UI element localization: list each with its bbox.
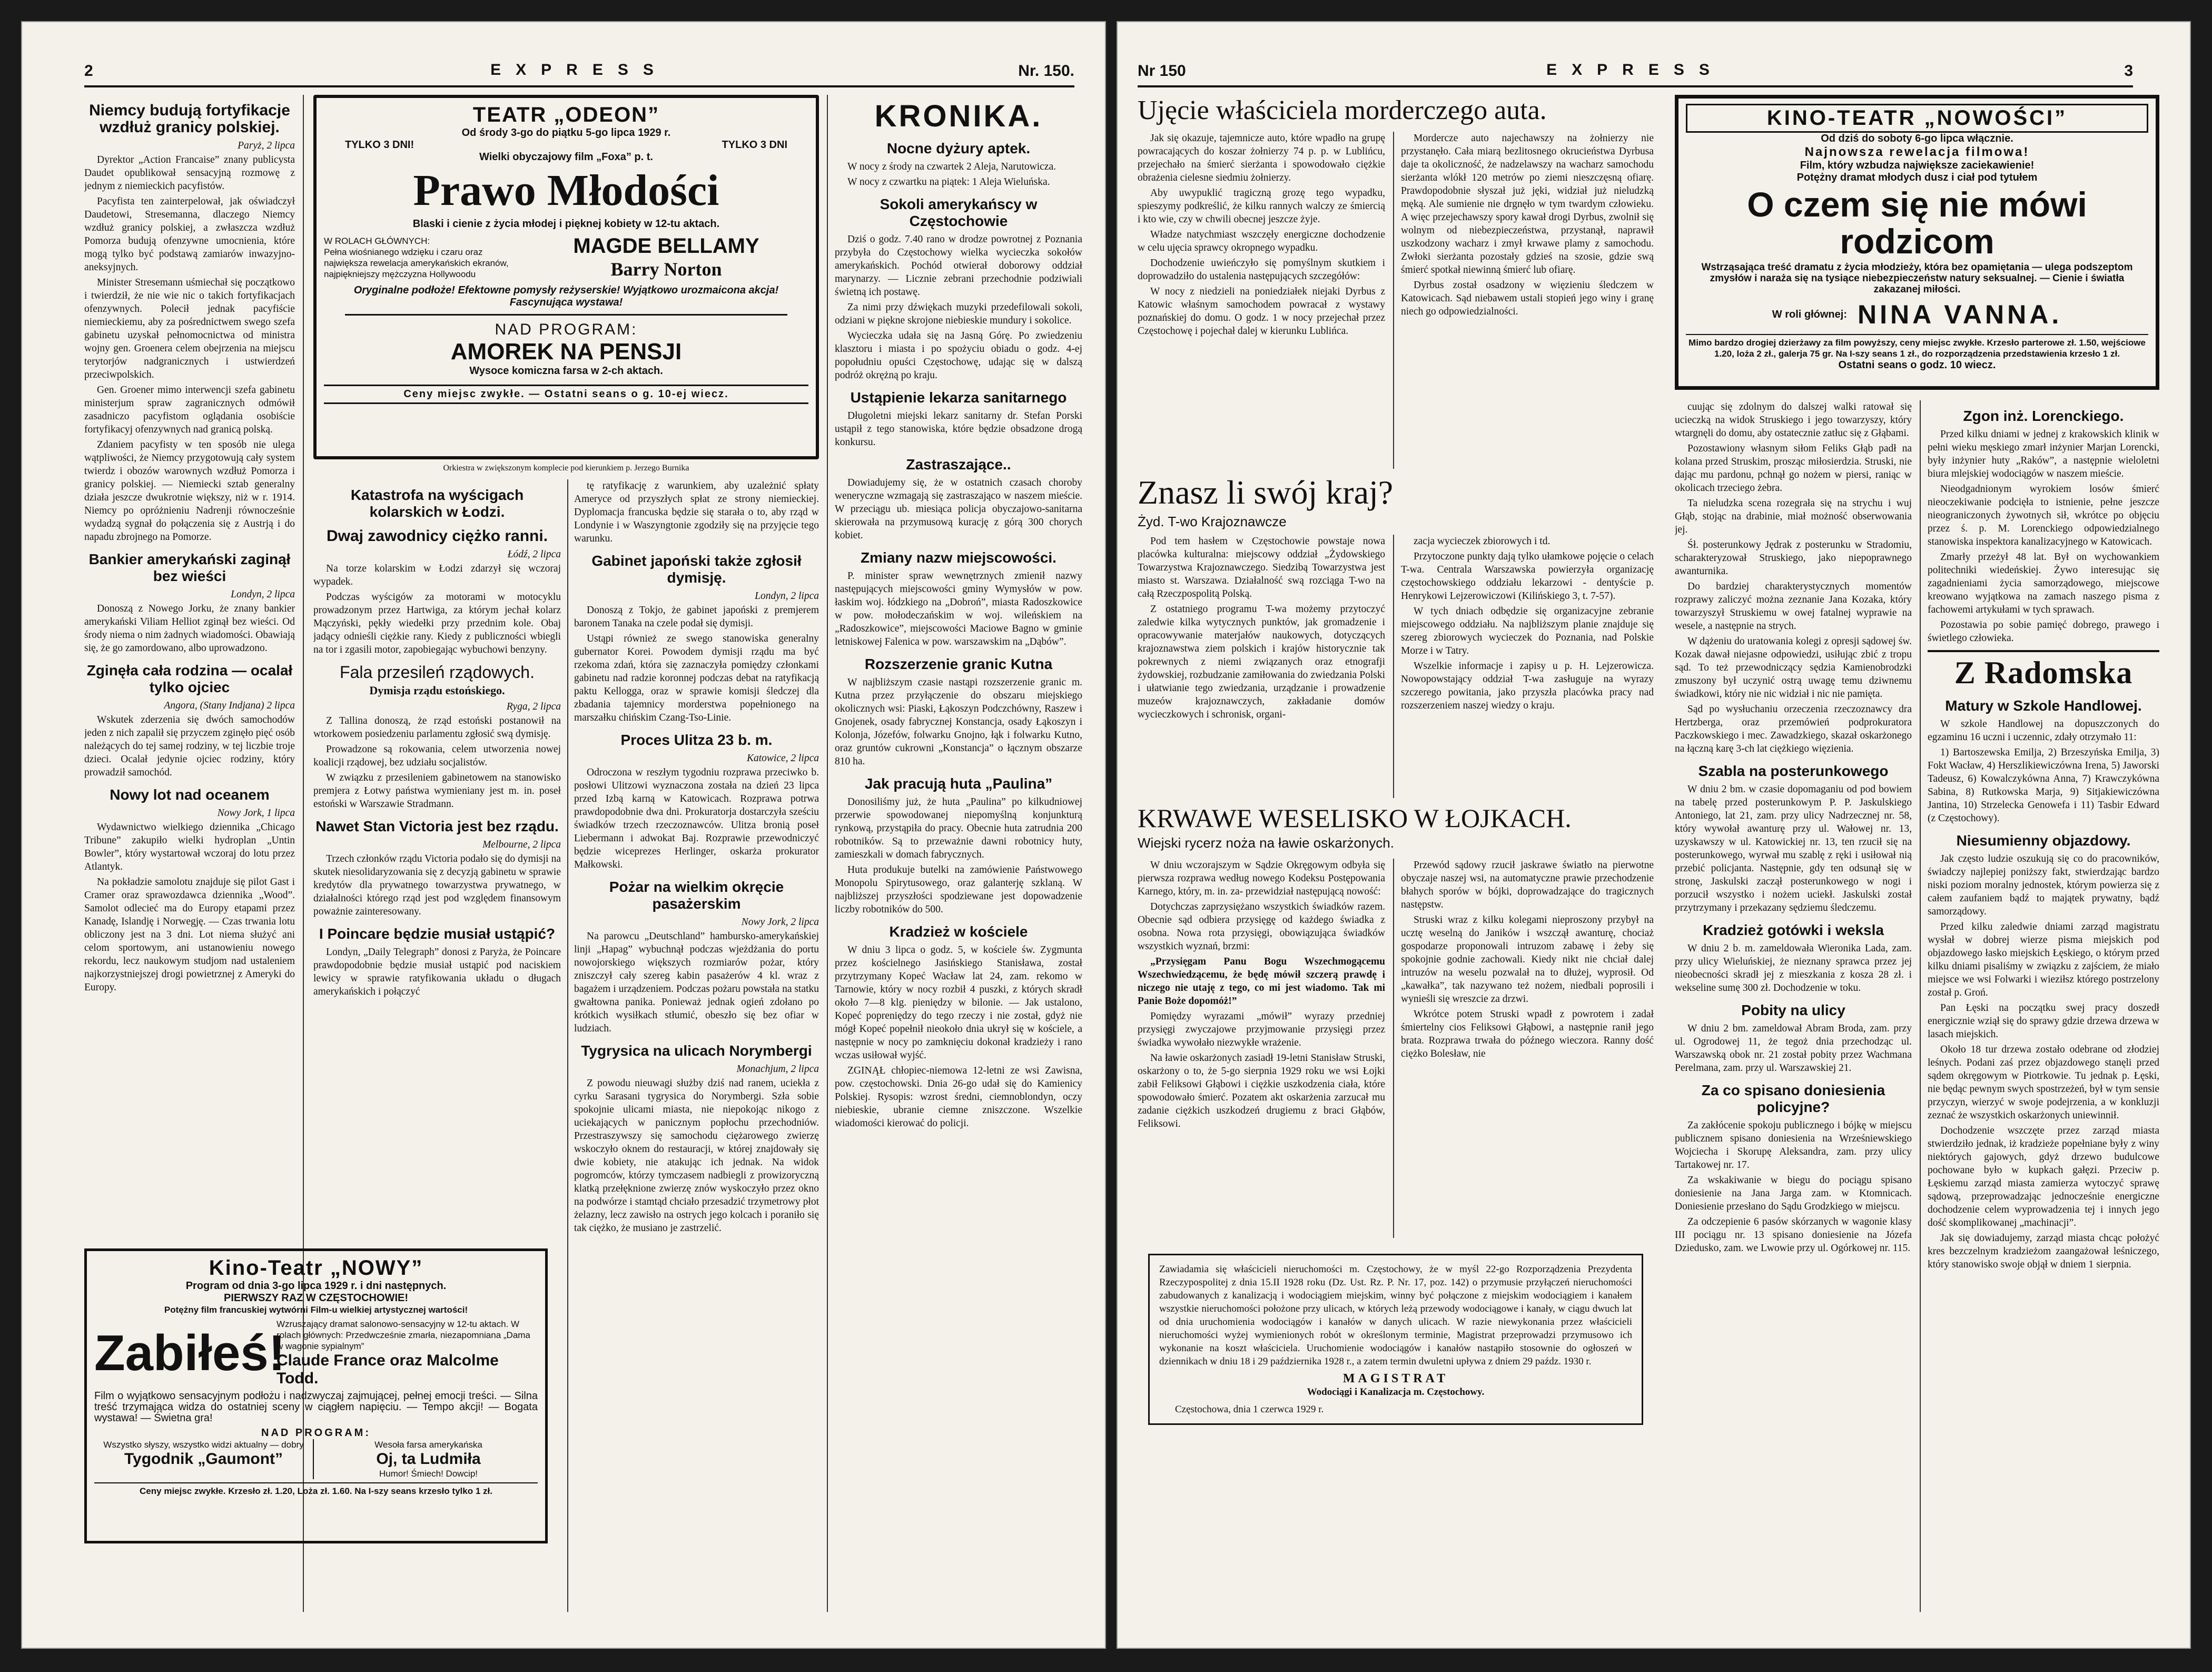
- headline: Pożar na wielkim okręcie pasażerskim: [609, 879, 784, 912]
- column-1: [1138, 132, 1385, 469]
- paragraph: Pacyfista ten zainterpelował, jak oświadczył Daudetowi, Stresemanna, dlaczego Niemcy wzdłuż granicy polskiej, a zwłaszcza wzdłuż Pomorza budują ofenzywne umocnienia, które mogą tylko być podstawą zamiarów inwazyjno-aneksyjnych.: [84, 196, 295, 273]
- column-1c: [1138, 859, 1385, 1238]
- paragraph: P. minister spraw wewnętrznych zmienił nazwy następujących miejscowości gminy Wymysłów w pow. łaskim woj. łódzkiego na „Dobroń”, miasta Radoszkowice w pow. mołodeczańskim w woj. wileńskiem na „Radoszkowice”, miejscowości Maciowe Bagno w gminie letniskowej Falenica w pow. warszawskim na „Dąbów”.: [835, 571, 1082, 647]
- nowy-extra-1-title: Tygodnik „Gaumont”: [124, 1450, 283, 1468]
- column-2c: [1401, 859, 1654, 1238]
- subheadline: Żyd. T-wo Krajoznawcze: [1138, 514, 1287, 529]
- nowy-nad: NAD PROGRAM:: [261, 1427, 371, 1439]
- paragraph: Donoszą z Nowego Jorku, że znany bankier amerykański Viliam Helliot zginął bez wieści. Od środy niema o nim żadnych wiadomości. Obawiają się, że go zamordowano, albo uprowadzono.: [84, 603, 295, 654]
- odeon-frame: [313, 95, 819, 459]
- nowosci-film-title: O czem się nie mówi rodzicom: [1747, 185, 2087, 261]
- nowy-sub: Potężny film francuskiej wytwórni Film-u wielkiej artystycznej wartości!: [164, 1305, 468, 1315]
- paragraph: Sąd po wysłuchaniu orzeczenia rzeczoznawcy dra Hertzberga, oraz przemówień podprokuratora Paczkowskiego i mec. Zawadzkiego, skazał oskarżonego na łączną karę 3-ch lat ciężkiego więzienia.: [1675, 704, 1912, 754]
- issue-number: Nr 150: [1138, 62, 1186, 80]
- column-3: [574, 479, 819, 1612]
- nowy-program: Program od dnia 3-go lipca 1929 r. i dni następnych.: [185, 1280, 447, 1292]
- nowosci-rew: Najnowsza rewelacja filmowa!: [1804, 145, 2030, 159]
- odeon-desc: Pełna wiośnianego wdzięku i czaru oraz największa rewelacja amerykańskich ekranów, najpiękniejszy mężczyzna Hollywoodu: [324, 247, 509, 279]
- paragraph: Dowiadujemy się, że w ostatnich czasach choroby weneryczne wzmagają się zastraszająco w naszem mieście. W przeciągu ub. miesiąca policja obyczajowo-sanitarna skierowała na przymusową kurację z górą 300 chorych kobiet.: [835, 477, 1082, 541]
- headline: Katastrofa na wyścigach kolarskich w Łodzi.: [350, 487, 524, 520]
- paragraph: Przed kilku zaledwie dniami zarząd magistratu wysłał w dobrej wierze pisma miejskich pod objazdowego łasko miejskich Łęskiego, o którym przed kilku dniami pisaliśmy w związku z zajściem, że miało miejsce we wsi Folwarki i wieziłsz którego postrzelony został p. Groń.: [1928, 921, 2159, 998]
- paragraph: Pod tem hasłem w Częstochowie powstaje nowa placówka kulturalna: miejscowy oddział „Żydowskiego Towarzystwa Krajoznawczego. Siedzibą Towarzystwa jest miasto st. Warszawa. Działalność swą rozciąga T-wo na całą Rzeczpospolitą Polską.: [1138, 536, 1385, 599]
- paragraph: Z Tallina donoszą, że rząd estoński postanowił na wtorkowem posiedzeniu parlamentu zgłosić swą dymisję.: [313, 715, 561, 740]
- nowy-ad: [84, 1248, 548, 1543]
- nowosci-prices: Mimo bardzo drogiej dzierżawy za film powyższy, ceny miejsc zwykłe. Krzesło parterowe zł. 1.50, wejściowe 1.20, loża 2 zł., galerja 75 gr. Na I-szy seans 1 zł., do rozporządzenia przedstawienia krzesło 1 zł.: [1686, 334, 2148, 359]
- paragraph: W nocy z środy na czwartek 2 Aleja, Narutowicza.: [847, 161, 1056, 172]
- nowosci-desc: Wstrząsająca treść dramatu z życia młodzieży, która bez opamiętania — ulega podszeptom zmysłów i naraża się na tysiące niebezpieczeństw natury seksualnej. — Cienie i światła zakazanej miłości.: [1701, 262, 2133, 295]
- section-radomska: Z Radomska: [1928, 650, 2159, 690]
- nowy-details: [276, 1319, 538, 1388]
- headline-wesele: KRWAWE WESELISKO W ŁOJKACH.: [1138, 803, 1572, 833]
- headline: Bankier amerykański zaginął bez wieści: [88, 551, 291, 584]
- paragraph: Trzech członków rządu Victoria podało się do dymisji na skutek niesolidaryzowania się z decyzją gabinetu w sprawie kredytów dla prywatnego towarzystwa prywatnego, w działalności którego rząd jest pod względem finansowym poważnie zainteresowany.: [313, 853, 561, 917]
- odeon-film: Wielki obyczajowy film „Foxa” p. t.: [479, 151, 653, 163]
- left-page: [21, 21, 1106, 1649]
- dateline: Katowice, 2 lipca: [746, 753, 819, 764]
- paragraph: Struski wraz z kilku kolegami nieproszony przybył na ucztę weselną do Janików i wszczął awanturę, chociaż gospodarze proponowali intruzom zabawę i żeby się spokojnie godnie zachowali. Kiedy nikt nie chciał dalej intruzów na weselu pozwalał na to dłużej, wyprosił. Od „kawałka”, tak nazywano też nożem, niedbali poprosili i wynieśli się wreszcie za drzwi.: [1401, 914, 1654, 1005]
- headline: Gabinet japoński także zgłosił dymisję.: [591, 553, 802, 586]
- odeon-cast: [324, 234, 808, 280]
- paragraph: Za odczepienie 6 pasów skórzanych w wagonie klasy III pociągu nr. 13 spisano doniesienie na Józefa Dziedusko, zam. we Lwowie przy ul. Ogórkowej nr. 115.: [1675, 1216, 1912, 1254]
- nowy-prices: Ceny miejsc zwykłe. Krzesło zł. 1.20, Loża zł. 1.60. Na I-szy seans krzesło tylko 1 zł.: [94, 1482, 538, 1497]
- paragraph: Gen. Groener mimo interwencji szefa gabinetu ministerjum spraw zagranicznych odmówił zasadniczo pacyfistom oglądania osobiście fortyfikacyj ofenzywnych nad granicą polską.: [84, 385, 295, 435]
- notice-sign: MAGISTRAT: [1342, 1372, 1449, 1385]
- headline: Zgon inż. Lorenckiego.: [1963, 408, 2124, 424]
- headline: Dwaj zawodnicy ciężko ranni.: [326, 527, 548, 545]
- column-2b: [1401, 535, 1654, 798]
- notice-body: Zawiadamia się właścicieli nieruchomości m. Częstochowy, że w myśl 22-go Rozporządzenia Prezydenta Rzeczypospolitej z dnia 15.II 1928 roku (Dz. Ust. Rz. P. Nr. 17, poz. 142) o przymusie przyłączeń nieruchomości zabudowanych z kanalizacją i wodociągiem miejskim, winny być połączone z miejskim wodociągiem i kanałem wszystkie nieruchomości położone przy ulicach, w których leżą przewody wodociągowe i kanały, w ciągu dwuch lat od dnia uruchomienia wodociągów i kanałów w danych ulicach. W razie niewykonania przez właścicieli nieruchomości wyżej wymienionych robót w określonym terminie, Magistrat przeprowadzi przymusowo ich wykonanie na koszt właściciela. Uruchomienie wodociągów i kanałów nastąpiło stosownie do ogłoszeń w dziennikach w dniu 18 i 29 października 1928 r., a zatem termin dwuletni upływa z dniem 29 paźdz. 1930 r.: [1159, 1264, 1632, 1367]
- paragraph: Za wskakiwanie w biegu do pociągu spisano doniesienie na Jana Jarga zam. w Ktomnicach. Doniesienie przesłano do Sądu Grodzkiego w miejscu.: [1675, 1175, 1912, 1212]
- paragraph: Prowadzone są rokowania, celem utworzenia nowej koalicji rządowej, bez udziału socjalistów.: [313, 744, 561, 768]
- odeon-features: Oryginalne podłoże! Efektowne pomysły reżyserskie! Wyjątkowo urozmaicona akcja! Fascynująca wystawa!: [353, 284, 779, 308]
- paragraph: Długoletni miejski lekarz sanitarny dr. Stefan Porski ustąpił z tego stanowiska, które będzie obsadzone drogą konkursu.: [835, 410, 1082, 448]
- dateline: Nowy Jork, 2 lipca: [741, 917, 819, 928]
- paragraph: Na ławie oskarżonych zasiadł 19-letni Stanisław Struski, oskarżony o to, że 5-go sierpnia 1929 roku we wsi Łojki zabił Feliksowi Głąbowi i ciężkie uszkodzenia ciała, które spowodowało śmierć. Pozatem akt oskarżenia zarzucał mu zadanie ciężkich uszkodzeń drugiemu z braci Głąbów, Feliksowi.: [1138, 1053, 1385, 1129]
- headline: Szabla na posterunkowego: [1698, 763, 1889, 779]
- nowosci-star: NINA VANNA.: [1858, 300, 2062, 329]
- paragraph: W dniu 2 bm. zameldował Abram Broda, zam. przy ul. Ogrodowej 11, że tegoż dnia przechodząc ul. Warszawską obok nr. 21 został pobity przez Wachmana Perelmana, zam. przy ul. Warszawskiej 21.: [1675, 1023, 1912, 1074]
- paragraph: W najbliższym czasie nastąpi rozszerzenie granic m. Kutna przez przyłączenie do obszaru miejskiego okolicznych wsi: Piaski, Łąkoszyn Podczchówny, Raszew i Gnojenek, osady fabrycznej Konstancja, osady Łąkoszyn i Kolonja, Józefów, folwarku Gnojno, łąk i folwarku Kutno, oraz gruntów cukrowni „Konstancja” o łącznym obszarze 810 ha.: [835, 677, 1082, 767]
- dateline: Nowy Jork, 1 lipca: [217, 808, 295, 819]
- paragraph: W dniu 2 bm. w czasie dopomaganiu od pod bowiem na tabelę przed posterunkowym P. P. Jaskulskiego Antoniego, lat 21, zam. przy ulicy Nadrzecznej nr. 58, który wywołał awanturę przy ul. Wałowej nr. 13, uzyskawszy w ul. Katowickiej nr. 13, ten rzucił się na posterunkowego, wyrwał mu szablę z ręki i usiłował nią przebić policjanta. Następnie, gdy ten odsunął się w stronę, Jaskulski zaczął posterunkowego w nogi i porzucił wszystko i nożem uciekł. Jaskulski został przytrzymany i przekazany sędziemu śledczemu.: [1675, 784, 1912, 913]
- headline: Niemcy budują fortyfikacje wzdłuż granicy polskiej.: [89, 102, 290, 136]
- paragraph: Wydawnictwo wielkiego dziennika „Chicago Tribune” zakupiło wielki hydroplan „Untin Bowler”, który wystartował wczoraj do lotu przez Atlantyk.: [84, 822, 295, 872]
- notice-sign-dept: Wodociągi i Kanalizacja m. Częstochowy.: [1307, 1386, 1485, 1398]
- paragraph: Jak się okazuje, tajemnicze auto, które wpadło na grupę powracających do koszar żołnierzy 74 p. p. w Lublińcu, przejechało na śmierć sierżanta i spowodowało ciężkie obrażenia cielesne siedmiu żołnierzy.: [1138, 133, 1385, 183]
- paragraph: Zdaniem pacyfisty w ten sposób nie ulega wątpliwości, że Niemcy przygotowują cały system twierdz i obozów warownych wzdłuż Pomorza i granicy polskiej. — Niemiecki sztab generalny działa jeszcze dwukrotnie większy, niż w r. 1914. Niemcy po opróżnieniu Nadrenji równocześnie wydadzą sygnał do połączenia się z Austrją i do napadu zbrojnego na Pomorze.: [84, 439, 295, 543]
- kronika-column: [835, 95, 1082, 1612]
- paragraph: Minister Stresemann uśmiechał się początkowo i twierdził, że nie wie nic o takich fortyfikacjach ofenzywnych. Polecił jednak pacyfiście niemieckiemu, aby za pośrednictwem swego szefa gabinetu uzyskał pełnomocnictwa od ministra wojny gen. Groenera celem obejrzenia na miejscu terytorjów nadgranicznych i ustwierdzeń przeciwpolskich.: [84, 277, 295, 380]
- nowy-extra-2-title: Oj, ta Ludmiła: [376, 1450, 481, 1468]
- nowy-extra-2-desc: Wesoła farsa amerykańska: [374, 1440, 482, 1450]
- paragraph: Ustąpi również ze swego stanowiska generalny gubernator Korei. Powodem dymisji rządu ma być rzekoma zdań, która się zaznaczyła pomiędzy członkami gabinetu nad radzie koronnej podczas debat na ratyfikacją paktu Kellogga, oraz w sprawie komisji śledczej dla zbadania tajemnicy morderstwa popełnionego na marszałku chińskim Czang-Tso-Linie.: [574, 633, 819, 723]
- headline: Za co spisano doniesienia policyjne?: [1701, 1082, 1885, 1115]
- odeon-bonus: AMOREK NA PENSJI: [450, 339, 682, 365]
- headline: Kradzież gotówki i weksla: [1703, 922, 1884, 938]
- paragraph: W dążeniu do uratowania kolegi z opresji sądowej św. Kozak dawał niejasne odpowiedzi, usiłując zbić z tropu sąd. To też przewodniczący sędzia Kamienobrodzki zmuszony był uczynić ostrą uwagę temu dziwnemu świadkowi, który nie nic widział i nic nie pamięta.: [1675, 636, 1912, 700]
- paragraph: Wycieczka udała się na Jasną Górę. Po zwiedzeniu klasztoru i miasta i po spożyciu obiadu o godz. 4-ej popołudniu opuści Częstochowę, udając się w dalszą podróż okrężną po kraju.: [835, 330, 1082, 381]
- column-divider: [1393, 535, 1394, 798]
- odeon-only: [324, 139, 808, 151]
- paragraph: tę ratyfikację z warunkiem, aby uzależnić spłaty Ameryce od przyszłych spłat ze strony niemieckiej. Dyplomacja francuska będzie się starała o to, aby rząd w Londynie i w Waszyngtonie zgodziły się na przyjęcie tego warunku.: [574, 480, 819, 544]
- paragraph: W związku z przesileniem gabinetowem na stanowisko premjera z Łotwy państwa wymieniany jest m. in. poseł estoński w Warszawie Stradmann.: [313, 772, 561, 810]
- paragraph: „Przysięgam Panu Bogu Wszechmogącemu Wszechwiedzącemu, że będę mówił szczerą prawdę i niczego nie utaję z tego, co mi jest wiadomo. Tak mi Panie Boże dopomóż!”: [1138, 956, 1385, 1007]
- paragraph: W dniu 3 lipca o godz. 5, w kościele św. Zygmunta przez kościelnego Jasińskiego Stanisława, został przytrzymany Kopeć Wacław lat 24, zam. rekomo w Tarnowie, który w nocy rozbił 4 puszki, z których skradł około 7—8 klg. pieniędzy w bilonie. — Jak ustalono, Kopeć popreniędzy do tego rzeczy i nie został, gdyż nie mógł Kopeć popełnił nieokoło dnia ukrył się w kościele, a następnie w nocy po zamknięciu dokonał kradzieży i rano wczas usiłował wyjść.: [835, 945, 1082, 1061]
- masthead: EXPRESS: [1546, 61, 1724, 78]
- odeon-bonus-desc: Wysoce komiczna farsa w 2-ch aktach.: [469, 365, 663, 377]
- headline: Rozszerzenie granic Kutna: [864, 656, 1053, 672]
- page-header: [84, 59, 1074, 87]
- dateline: Monachjum, 2 lipca: [736, 1064, 819, 1075]
- nowosci-sub: Film, który wzbudza największe zaciekawienie!: [1800, 160, 2035, 171]
- paragraph: Z powodu nieuwagi służby dziś nad ranem, uciekła z cyrku Sarasani tygrysica do Norymbergi. Szła sobie spokojnie ulicami miasta, nie niepokojąc nikogo z uciekających w panicznym popłochu przechodniów. Przestraszywszy się samochodu ciężarowego zwierzę wskoczyło oknem do restauracji, w której znajdowały się dwie kobiety, nie atakując ich jednak. Na widok pogromców, którzy tymczasem nadbiegli z prowizoryczną klatką przełęknione zwierzę znów wyskoczyło przez okno na podwórze i stamtąd chciało przesadzić trzymetrowy płot żelazny, lecz zawisło na ostrych jego kolcach i poraniło się tak ciężko, że musiano je zastrzelić.: [574, 1078, 819, 1234]
- nowosci-sub2: Potężny dramat młodych dusz i ciał pod tytułem: [1796, 172, 2038, 183]
- paragraph: W szkole Handlowej na dopuszczonych do egzaminu 16 uczni i uczennic, zdały otrzymało 11:: [1928, 719, 2159, 743]
- nowy-desc: Wzruszający dramat salonowo-sensacyjny w 12-tu aktach. W rolach głównych: Przedwcześnie zmarła, niezapomniana „Dama w wagonie sypialnym”: [276, 1319, 530, 1351]
- paragraph: Władze natychmiast wszczęły energiczne dochodzenie w celu ujęcia sprawcy okropnego wypadku.: [1138, 229, 1385, 253]
- magistrat-notice: [1148, 1254, 1643, 1425]
- paragraph: W dniu wczorajszym w Sądzie Okręgowym odbyła się pierwsza rozprawa według nowego Kodeksu Postępowania Karnego, który, m. in. za- przewidział następującą nowość:: [1138, 860, 1385, 897]
- paragraph: Jak często ludzie oszukują się co do pracowników, świadczy najlepiej poniższy fakt, stwierdzając bardzo niski poziom moralny jednostek, którym powierza się z całem zaufaniem bądź to majątek prywatny, bądź samorządowy.: [1928, 853, 2159, 917]
- paragraph: Za nimi przy dźwiękach muzyki przedefilowali sokoli, odziani w piękne skrojone niebieskie mundury i sokolice.: [835, 302, 1082, 326]
- nowy-title: Kino-Teatr „NOWY”: [209, 1256, 423, 1280]
- headline: Tygrysica na ulicach Norymbergi: [581, 1042, 812, 1059]
- column-2: [1401, 132, 1654, 469]
- paragraph: Wskutek zderzenia się dwóch samochodów jeden z nich zapalił się przyczem zginęło pięć osób należących do tej samej rodziny, w tej liczbie troje dzieci. Ocalał jedynie ojciec rodziny, który prowadził samochód.: [84, 714, 295, 778]
- paragraph: Dyrbus został osadzony w więzieniu śledczem w Katowicach. Sąd niebawem ustali stopień jego winy i granę niech go odpowiedzialności.: [1401, 280, 1654, 317]
- paragraph: Dziś o godz. 7.40 rano w drodze powrotnej z Poznania przybyła do Częstochowy wielka wycieczka sokołów amerykańskich. Pochód otwierał doborowy oddział marynarzy. — Licznie zebrani przechodnie podziwiali świetną ich postawę.: [835, 234, 1082, 298]
- column-divider: [827, 95, 828, 1612]
- paragraph: Nieodgadnionym wyrokiem losów śmierć nieoczekiwanie podcięła to istnienie, pełne jeszcze nieograniczonych żywotnych sił, wkrótce po objęciu przez ś. p. M. Lorenckiego odpowiedzialnego stanowiska inspektora kanalizacyjnego w Katowicach.: [1928, 484, 2159, 547]
- odeon-actor-1: MAGDE BELLAMY: [573, 234, 759, 258]
- paragraph: W nocy z czwartku na piątek: 1 Aleja Wieluńska.: [847, 176, 1050, 188]
- paragraph: Na pokładzie samolotu znajduje się pilot Gast i Cramer oraz sprawozdawca dziennika „Wood”. Samolot odlecieć ma do Europy etapami przez Kanadę, Islandję i Norwegję. — Czas trwania lotu obliczony jest na 3 dni. Lot niema służyć ani celom sportowym, ani ustanowieniu nowego rekordu, lecz naukowym studjom nad ustaleniem najkorzystniejszej drogi powietrznej z Ameryki do Europy.: [84, 877, 295, 993]
- nowy-first: PIERWSZY RAZ W CZĘSTOCHOWIE!: [223, 1292, 408, 1304]
- masthead: EXPRESS: [490, 61, 668, 78]
- dateline: Ryga, 2 lipca: [506, 701, 561, 712]
- odeon-film-title: Prawo Młodości: [413, 166, 719, 215]
- headline: Fala przesileń rządowych.: [340, 663, 535, 682]
- paragraph: Pomiędzy wyrazami „mówił” wyrazy przedniej przysięgi zwyczajowe przyjmowanie przysięgi przez świadka wywołało niezwykłe wrażenie.: [1138, 1011, 1385, 1048]
- paragraph: Mordercze auto najechawszy na żołnierzy nie przystanęło. Cała miarą bezlitosnego okrucieństwa Dyrbusa daje ta okoliczność, że nadzelawszy na wacharz samochodu sierżanta wlókł 120 metrów po ziemi nieszczęsną ofiarę. Prawdopodobnie słyszał już jęki, widział już nieludzką męką. Ale sumienie nie drgnęło w tym twardym człowieku. A więc przejechawszy spory kawał drogi Dyrbus, zwolnił się wolnym od niebezpieczeństwa, przystanął, naprawił uszkodzony wacharz i zmył krwawe plamy z samochodu. Zwłoki sierżanta pozostały gdzieś na szosie, gdzie swą śmierć spotkał niewinną śmierć lub ofiarę.: [1401, 133, 1654, 276]
- paragraph: Na torze kolarskim w Łodzi zdarzył się wczoraj wypadek.: [313, 563, 561, 587]
- dateline: Angora, (Stany Indjana) 2 lipca: [164, 700, 295, 711]
- headline: Nawet Stan Victoria jest bez rządu.: [315, 818, 559, 834]
- paragraph: Podczas wyścigów za motorami w motocyklu prowadzonym przez Hartwiga, za którym jechał kolarz Mączyński, pękły wiedełki przy przednim kole. Obaj jadący odnieśli ciężkie rany. Kiedy z publiczności wbiegli na tor i zgasili motor, zapobiegając wybuchowi benzyny.: [313, 592, 561, 655]
- headline: Sokoli amerykańscy w Częstochowie: [880, 196, 1038, 229]
- paragraph: Londyn, „Daily Telegraph” donosi z Paryża, że Poincare prawdopodobnie będzie musiał ustąpić pod naciskiem lewicy w sprawie ratyfikowania układu o długach amerykańskich i połączyć: [313, 947, 561, 997]
- paragraph: W nocy z niedzieli na poniedziałek niejaki Dyrbus z Katowic właśnym samochodem powracał z wystawy poznańskiej do domu. O godz. 1 w nocy przejechał przez Częstochowę i pojechał dalej w kierunku Lublińca.: [1138, 286, 1385, 337]
- column-1b: [1138, 535, 1385, 798]
- odeon-orchestra: Orkiestra w zwiększonym komplecie pod kierunkiem p. Jerzego Burnika: [443, 464, 689, 473]
- paragraph: Huta produkuje butelki na zamówienie Państwowego Monopolu Spirytusowego, oraz galanterję szklaną. W najbliższej przyszłości spodziewane jest dopowadzenie liczby robotników do 500.: [835, 864, 1082, 915]
- paragraph: Ta nieludzka scena rozegrała się na strychu i wuj Głąb, stojąc na drabinie, miał możność obserwowania jej.: [1675, 498, 1912, 535]
- paragraph: Dochodzenie wszczęte przez zarząd miasta stwierdziło jednak, iż kradzieże popełniane były z winy niektórych gajowych, gdyż drzewo budulcowe pochowane było w kupkach gałęzi. Przeciw p. Łęskiemu zarząd miasta zamierza wytoczyć sprawę sądową, przeprowadzając jednocześnie energiczne dochodzenie celem wyprowadzenia tej i innych jego dość skomplikowanej „machinacji”.: [1928, 1125, 2159, 1228]
- paragraph: zacja wycieczek zbiorowych i td.: [1414, 536, 1551, 547]
- nowy-extra-2: [319, 1439, 538, 1479]
- paragraph: Aby uwypuklić tragiczną grozę tego wypadku, spieszymy podkreślić, że kilku rannych walczy ze śmiercią i kto wie, czy w chwili obecnej jeszcze żyje.: [1138, 188, 1385, 225]
- odeon-tagline: Blaski i cienie z życia młodej i pięknej kobiety w 12-tu aktach.: [412, 218, 720, 230]
- kronika-title: KRONIKA.: [874, 99, 1043, 133]
- divider: [345, 314, 787, 316]
- nowosci-title: KINO-TEATR „NOWOŚCI”: [1686, 104, 2148, 133]
- paragraph: cuując się zdolnym do dalszej walki ratował się ucieczką na widok Struskiego i jego towarzyszy, który wtargnęli do domu, aby ostatecznie zatłuc się z Głąbami.: [1675, 401, 1912, 439]
- paragraph: Jak się dowiadujemy, zarząd miasta chcąc położyć kres bezczelnym kradzieżom zaangażował leśniczego, który stanowisko swoje objął w dniem 1 sierpnia.: [1928, 1233, 2159, 1270]
- paragraph: W dniu 2 b. m. zameldowała Wieronika Lada, zam. przy ulicy Wieluńskiej, że nieznany sprawca przez jej nieobecności skradł jej z mieszkania z kosza 28 zł. i wekseline sumę 300 zł. Dochodzenie w toku.: [1675, 943, 1912, 994]
- headline: Zginęła cała rodzina — ocalał tylko ojciec: [86, 662, 293, 695]
- nowy-praise: Film o wyjątkowo sensacyjnym podłożu i nadzwyczaj zajmującej, pełnej emocji treści. — Silna treść trzymająca widza do ostatniej sceny w ciągłem napięciu. — Tempo akcji! — Bogata wystawa! — Świetna gra!: [94, 1390, 538, 1424]
- headline-znasz: Znasz li swój kraj?: [1138, 474, 1394, 511]
- dateline: Londyn, 2 lipca: [755, 591, 819, 602]
- dateline: Łódź, 2 lipca: [507, 549, 561, 560]
- right-page: [1117, 21, 2191, 1649]
- paragraph: Przytoczone punkty dają tylko ułamkowe pojęcie o celach T-wa. Centrala Warszawska powierzyła organizację częstochowskiego oddziału lekarzowi - dentyście p. Henrykowi Lejzerowiczowi (Kilińskiego 3, t. 7-57).: [1401, 551, 1654, 602]
- paragraph: Donosiliśmy już, że huta „Paulina” po kilkudniowej przerwie spowodowanej niepomyślną konjunkturą rynkową, przystąpiła do pracy. Obecnie huta zatrudnia 200 robotników. Są to przeważnie dawni robotnicy huty, zamieszkali w domach fabrycznych.: [835, 796, 1082, 860]
- paragraph: Przewód sądowy rzucił jaskrawe światło na pierwotne obyczaje naszej wsi, na automatyczne prawie przechodzenie błahych sporów w bójki, doprowadzające do tragicznych następstw.: [1401, 860, 1654, 910]
- paragraph: Pozostawia po sobie pamięć dobrego, prawego i świetlego człowieka.: [1928, 619, 2159, 644]
- nowy-extra-2-tag: Humor! Śmiech! Dowcip!: [379, 1469, 478, 1479]
- headline: Ustąpienie lekarza sanitarnego: [850, 389, 1067, 406]
- paragraph: Dochodzenie uwieńczyło się pomyślnym skutkiem i doprowadziło do ustalenia następujących szczegółów:: [1138, 258, 1385, 282]
- dateline: Paryż, 2 lipca: [238, 140, 295, 151]
- headline: I Poincare będzie musiał ustąpić?: [319, 926, 556, 942]
- nowy-film-title: Zabiłeś!: [94, 1324, 285, 1381]
- odeon-title: TEATR „ODEON”: [472, 103, 660, 126]
- nowy-extra-1-desc: Wszystko słyszy, wszystko widzi aktualny — dobry: [103, 1440, 304, 1450]
- paragraph: Dyrektor „Action Francaise” znany publicysta Daudet opublikował sensacyjną rozmowę z jednym z niemieckich pacyfistów.: [84, 154, 295, 192]
- page-number: 3: [2124, 62, 2133, 80]
- paragraph: W tych dniach odbędzie się organizacyjne zebranie miejscowego oddziału. Na najbliższym planie znajduje się szereg zbiorowych wycieczek do Poznania, nad Polskie Morze i w Tatry.: [1401, 606, 1654, 656]
- subheadline: Dymisja rządu estońskiego.: [369, 684, 505, 697]
- headline: Zmiany nazw miejscowości.: [861, 549, 1056, 566]
- paragraph: Zmarły przeżył 48 lat. Był on wychowankiem politechniki wiedeńskiej. Żywo interesując się zagadnieniami życia samorządowego, miejscowe kreowano wyjątkowa na zamach naszego pisma z fachowemi artykułami w tych sprawach.: [1928, 552, 2159, 615]
- headline: Zastraszające..: [906, 456, 1011, 473]
- nowy-extras: [94, 1439, 538, 1479]
- paragraph: Pozostawiony własnym siłom Feliks Głąb padł na kolana przed Struskim, prosząc miłosierdzia. Struski, nie dając mu pardonu, pchnął go nożem w piersi, raniąc w okolicach trzeciego żebra.: [1675, 443, 1912, 494]
- nowy-actors: Claude France oraz Malcolme Todd.: [276, 1352, 499, 1387]
- paragraph: Przed kilku dniami w jednej z krakowskich klinik w pełni wieku męskiego zmarł inżynier Marjan Lorencki, były inżynier huty „Raków”, a następnie wieloletni biura mlejskiej wodociągów w naszem mieście.: [1928, 429, 2159, 479]
- headline: Matury w Szkole Handlowej.: [1945, 697, 2142, 714]
- paragraph: Około 18 tur drzewa zostało odebrane od złodziej leśnych. Podani zaś przez objazdowego stanęli przed sądem okręgowym w Piotrkowie. Tu jednak p. Łęski, nie będąc pewnym swych spostrzeżeń, był w tym sensie przyczyn, wierzyć w swoje podejrzenia, a w konkluzji zeznać że wszystkich oskarżonych uniewinnił.: [1928, 1044, 2159, 1121]
- column-3: [1675, 400, 1912, 1612]
- nowosci-last: Ostatni seans o godz. 10 wiecz.: [1838, 359, 1996, 371]
- paragraph: Donoszą z Tokjo, że gabinet japoński z premjerem baronem Tanaka na czele podał się dymisji.: [574, 605, 819, 629]
- odeon-roles: [324, 235, 514, 280]
- paragraph: Dotychczas zaprzysiężano wszystkich świadków razem. Obecnie sąd odbiera przysięgę od każdego świadka z osobna. Nowa rota przysięgi, obowiązująca świadków wszystkich wyznań, brzmi:: [1138, 901, 1385, 952]
- issue-number: Nr. 150.: [1018, 62, 1074, 80]
- page-number: 2: [84, 62, 93, 80]
- paragraph: Z ostatniego programu T-wa możemy przytoczyć zaledwie kilka wytycznych punktów, jak gromadzenie i opracowywanie materjałów naukowych, dotyczących krajoznawstwa ziem polskich i krajów historycznie tak pokrewnych z niemi związanych oraz etnografji żydowskiej, rozbudzanie zamiłowania do zwiedzania Polski i ułatwianie tego zwiedzania, urządzanie i prowadzenie muzeów krajoznawczych, zakładanie domów wycieczkowych i schronisk, organi-: [1138, 604, 1385, 720]
- headline: Pobity na ulicy: [1741, 1002, 1845, 1018]
- odeon-ad: [313, 95, 819, 473]
- column-divider: [567, 479, 568, 1612]
- nowosci-role: W roli głównej:: [1772, 308, 1847, 320]
- nowosci-star-row: [1686, 299, 2148, 330]
- odeon-nad: NAD PROGRAM:: [495, 321, 638, 338]
- column-4: [1928, 400, 2159, 1612]
- headline-ujecie: Ujęcie właściciela morderczego auta.: [1138, 95, 1547, 125]
- paragraph: Śł. posterunkowy Jędrak z posterunku w Stradomiu, scharakteryzował Struskiego, jako niepoprawnego awanturnika.: [1675, 539, 1912, 577]
- paragraph: Na parowcu „Deutschland” hambursko-amerykańskiej linji „Hapag” wybuchnął podczas wjeżdżania do portu nowojorskiego większych rozmiarów pożar, który zniszczył cały szereg kabin pasażerów 4 kl. wraz z bagażem i urządzeniem. Podczas pożaru powstała na statku gwałtowna panika. Ponieważ jednak ogień zdołano po krótkich wysiłkach stłumić, obeszło się bez ofiar w ludziach.: [574, 931, 819, 1034]
- nowy-extra-1: [94, 1439, 314, 1479]
- paragraph: Odroczona w reszłym tygodniu rozprawa przeciwko b. posłowi Ulitzowi wyznaczona została na dzień 23 lipca przed Izbą karną w Katowicach. Rozprawa potrwa prawdopodobnie dwa dni. Prokuratorja dostarczyła sześciu świadków trzech rzeczoznawców. Ulitza bronią poseł Liebermann i adwokat Baj. Rozprawie przewodniczyć będzie wiceprezes Herlinger, oskarża prokurator Małkowski.: [574, 767, 819, 870]
- odeon-only-left: TYLKO 3 DNI!: [345, 139, 414, 151]
- headline: Kradzież w kościele: [889, 923, 1028, 940]
- dateline: Melbourne, 2 lipca: [482, 839, 561, 850]
- nowosci-ad: [1675, 95, 2159, 390]
- column-divider: [1393, 859, 1394, 1238]
- column-divider: [1393, 132, 1394, 469]
- nowy-main: [94, 1319, 538, 1388]
- subheadline: Wiejski rycerz noża na ławie oskarżonych.: [1138, 835, 1394, 851]
- nowosci-dates: Od dziś do soboty 6-go lipca włącznie.: [1821, 133, 2013, 144]
- odeon-dates: Od środy 3-go do piątku 5-go lipca 1929 r.: [461, 127, 671, 139]
- odeon-actor-2: Barry Norton: [610, 259, 722, 280]
- odeon-roles-label: W ROLACH GŁÓWNYCH:: [324, 235, 430, 246]
- notice-date: Częstochowa, dnia 1 czerwca 1929 r.: [1175, 1404, 1324, 1415]
- headline: Jak pracują huta „Paulina”: [864, 775, 1053, 792]
- page-header: [1138, 59, 2133, 87]
- paragraph: Wkrótce potem Struski wpadł z powrotem i zadał śmiertelny cios Feliksowi Głąbowi, a następnie ranił jego brata. Rozprawa trwała do późnego wieczora. Ranny dość ciężko Bolesław, nie: [1401, 1009, 1654, 1059]
- headline: Nocne dyżury aptek.: [886, 140, 1031, 156]
- headline: Nowy lot nad oceanem: [110, 786, 270, 803]
- dateline: Londyn, 2 lipca: [231, 589, 295, 600]
- column-divider: [1920, 400, 1921, 1612]
- paragraph: Za zakłócenie spokoju publicznego i bójkę w miejscu publicznem spisano doniesienia na Wrześniewskiego Wojciecha i Skorupę Aleksandra, zam. przy ulicy Tartakowej nr. 17.: [1675, 1120, 1912, 1171]
- paragraph: 1) Bartoszewska Emilja, 2) Brzeszyńska Emilja, 3) Fokt Wacław, 4) Herszlikiewiczówna Irena, 5) Jaworski Tadeusz, 6) Kowalczykówna Anna, 7) Krawczykówna Sabina, 8) Rutkowska Marja, 9) Sitjakiewiczówna Jantina, 10) Strzelecka Genowefa i 11) Tasbir Edward (z Częstochowy).: [1928, 747, 2159, 824]
- headline: Proces Ulitza 23 b. m.: [620, 732, 773, 748]
- paragraph: Pan Łęski na początku swej pracy doszedł energicznie wziął się do sprawy gdzie drzewa drzewa w lasach miejskich.: [1928, 1002, 2159, 1040]
- headline: Niesumienny objazdowy.: [1956, 832, 2131, 849]
- odeon-only-right: TYLKO 3 DNI: [722, 139, 787, 151]
- odeon-prices: Ceny miejsc zwykłe. — Ostatni seans o g. 10-ej wiecz.: [324, 385, 808, 404]
- odeon-actors: [524, 234, 808, 280]
- paragraph: Wszelkie informacje i zapisy u p. H. Lejzerowicza. Nowopowstający oddział T-wa zasługuje na wyrazy szczerego powitania, jako przyszła placówka pracy nad rozszerzeniem naszej wiedzy o kraju.: [1401, 661, 1654, 711]
- paragraph: Do bardziej charakterystycznych momentów rozprawy zaliczyć można zeznanie Jana Kozaka, który towarzyszył Struskiemu w owej fatalnej wyprawie na wesele, a następnie na strych.: [1675, 581, 1912, 632]
- paragraph: ZGINĄŁ chłopiec-niemowa 12-letni ze wsi Zawisna, pow. częstochowski. Dnia 26-go udał się do Kamienicy Polskiej. Rysopis: wzrost średni, ciemnoblondyn, oczy niebieskie, ubranie ciemne zniszczone. Wszelkie wiadomości kierować do policji.: [835, 1065, 1082, 1129]
